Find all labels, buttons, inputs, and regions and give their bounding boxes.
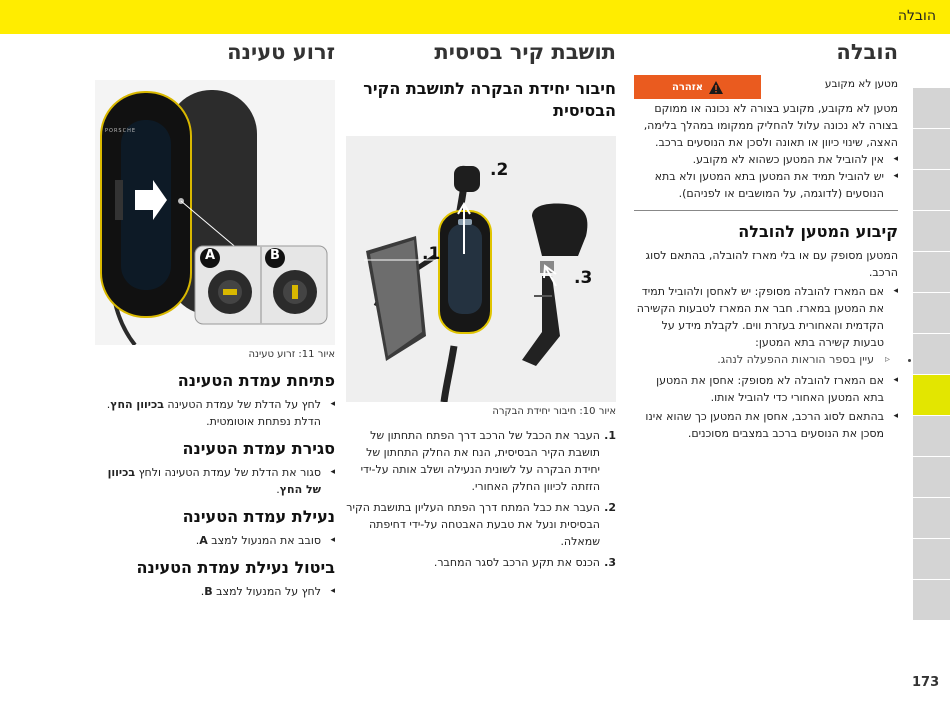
column-title: תושבת קיר בסיסית	[434, 40, 616, 64]
section-title: קיבוע המטען להובלה	[738, 222, 898, 241]
step-text: העבר את כבל המתח דרך הפתח העליון בתושבת הקיר הבסיסית ונעל את טבעת האבטחה על-ידי דחיפתה שמאלה.	[346, 501, 600, 548]
emphasis: בכיוון החץ	[110, 398, 164, 411]
chapter-tab[interactable]	[913, 457, 950, 498]
cross-reference[interactable]: ▹ • עיין בספר הוראות ההפעלה לנהג.	[634, 351, 898, 368]
column-title: זרוע טעינה	[227, 40, 335, 64]
lock-label-b: B	[270, 248, 280, 263]
figure-caption: איור 10: חיבור יחידת הבקרה	[492, 406, 616, 417]
warning-topic: מטען לא מקובע	[824, 78, 898, 90]
list-item	[95, 532, 335, 549]
figure-callout-2: 2.	[490, 160, 509, 180]
divider	[634, 210, 898, 211]
brand-logo: PORSCHE	[105, 128, 137, 134]
sub-list	[634, 351, 898, 368]
chapter-tab[interactable]	[913, 252, 950, 293]
transport-column	[634, 40, 898, 442]
warning-badge-label: אזהרה	[671, 81, 704, 93]
list-item	[95, 583, 335, 600]
chapter-tabs	[913, 88, 950, 621]
instruction-section	[95, 557, 335, 600]
warning-bullets	[634, 151, 898, 202]
column-title: הובלה	[836, 40, 898, 64]
breadcrumb: הובלה	[897, 8, 936, 24]
chapter-tab[interactable]	[913, 88, 950, 129]
chapter-tab[interactable]	[913, 129, 950, 170]
list-item	[95, 396, 335, 430]
list-item: ◂ אם המארז להובלה לא מסופק: אחסן את המטען בתא המטען האחורי כדי להוביל אותו.	[634, 372, 898, 406]
list-item-text: סגור את הדלת של עמדת הטעינה ולחץ	[135, 466, 321, 479]
lock-label-a: A	[204, 248, 215, 263]
chapter-tab[interactable]	[913, 416, 950, 457]
step-text: העבר את הכבל של הרכב דרך הפתח התחתון של תושבת הקיר הבסיסית, הנח את החלק התחתון של יחידת הבקרה על לשונית הנעילה ושלב אותה על-ידי הזזתה לכיוון החלק האחורי.	[360, 429, 600, 493]
warning-body: מטען לא מקובע, מקובע בצורה לא נכונה או ממוקם בצורה לא נכונה עלול להחליק ממקומו במהלך בלימה, האצה, שינוי כיוון או תאונה ולסכן את הנוסעים ברכב.	[643, 102, 898, 149]
charging-arm-column	[95, 40, 335, 600]
chapter-tab[interactable]	[913, 498, 950, 539]
emphasis: B	[204, 585, 213, 598]
warning-badge	[634, 75, 761, 99]
list-item	[634, 283, 898, 351]
chapter-tab[interactable]	[913, 170, 950, 211]
securing-bullets	[634, 283, 898, 351]
section-title: נעילת עמדת הטעינה	[182, 507, 335, 526]
figure-callout-3: 3.	[574, 268, 593, 288]
list-item-text: .	[276, 483, 280, 496]
figure-caption: איור 11: זרוע טעינה	[248, 349, 335, 360]
step-text: הכנס את תקע הרכב לסגר המחבר.	[433, 556, 600, 569]
emphasis: A	[199, 534, 208, 547]
page-number: 173	[912, 675, 940, 690]
steps-list	[346, 427, 616, 571]
chapter-tab[interactable]	[913, 580, 950, 621]
figure-callout-1: 1.	[422, 244, 441, 264]
step-number: 2.	[604, 501, 616, 514]
list-item-text: . הדלת נפתחת אוטומטית.	[106, 398, 321, 428]
list-item-text: .	[195, 534, 200, 547]
step-item	[346, 427, 616, 495]
control-unit-figure	[346, 136, 616, 402]
list-item-text: לחץ על הדלת של עמדת הטעינה	[163, 398, 321, 411]
securing-bullets-more	[634, 372, 898, 442]
section-title: חיבור יחידת הבקרה לתושבת הקיר הבסיסית	[363, 79, 616, 120]
instruction-section	[95, 506, 335, 549]
step-item	[346, 554, 616, 571]
section-title: ביטול נעילת עמדת הטעינה	[136, 558, 335, 577]
chapter-tab[interactable]	[913, 211, 950, 252]
list-item-text: .	[200, 585, 205, 598]
charging-arm-figure	[95, 80, 335, 345]
section-intro: המטען מסופק עם או בלי מארז להובלה, בהתאם לסוג הרכב.	[645, 249, 898, 279]
section-title: פתיחת עמדת הטעינה	[177, 371, 335, 390]
header-bar	[0, 0, 950, 34]
list-item-text: לחץ על המנעול למצב	[212, 585, 321, 598]
list-item: ◂ יש להוביל תמיד את המטען בתא המטען ולא בתא הנוסעים (לדוגמה, על המושבים או לפניהם).	[634, 168, 898, 202]
step-number: 3.	[604, 556, 616, 569]
chapter-tab[interactable]	[913, 293, 950, 334]
chapter-tab-active[interactable]	[913, 375, 950, 416]
instruction-section	[95, 370, 335, 430]
list-item	[95, 464, 335, 498]
list-item-text: אם המארז להובלה מסופק: יש לאחסן ולהוביל תמיד את המטען במארז. חבר את המארז לטבעות הקשירה הקדמית והאחורית בעזרת ווים. לקבלת מידע על טבעות קשירה בתא המטען:	[636, 285, 884, 349]
charging-arm-illustration	[95, 80, 335, 345]
wall-mount-column	[346, 40, 616, 575]
chapter-tab[interactable]	[913, 334, 950, 375]
chapter-tab[interactable]	[913, 539, 950, 580]
step-item	[346, 499, 616, 550]
warning-triangle-icon	[709, 81, 723, 94]
step-number: 1.	[604, 429, 616, 442]
instruction-section	[95, 438, 335, 498]
list-item-text: סובב את המנעול למצב	[207, 534, 321, 547]
section-title: סגירת עמדת הטעינה	[182, 439, 335, 458]
list-item: ◂ בהתאם לסוג הרכב, אחסן את המטען כך שהוא אינו מסכן את הנוסעים ברכב במצבים מסוכנים.	[634, 408, 898, 442]
list-item: ◂ אין להוביל את המטען כשהוא לא מקובע.	[634, 151, 898, 168]
emphasis: בכיוון של החץ	[107, 466, 321, 496]
